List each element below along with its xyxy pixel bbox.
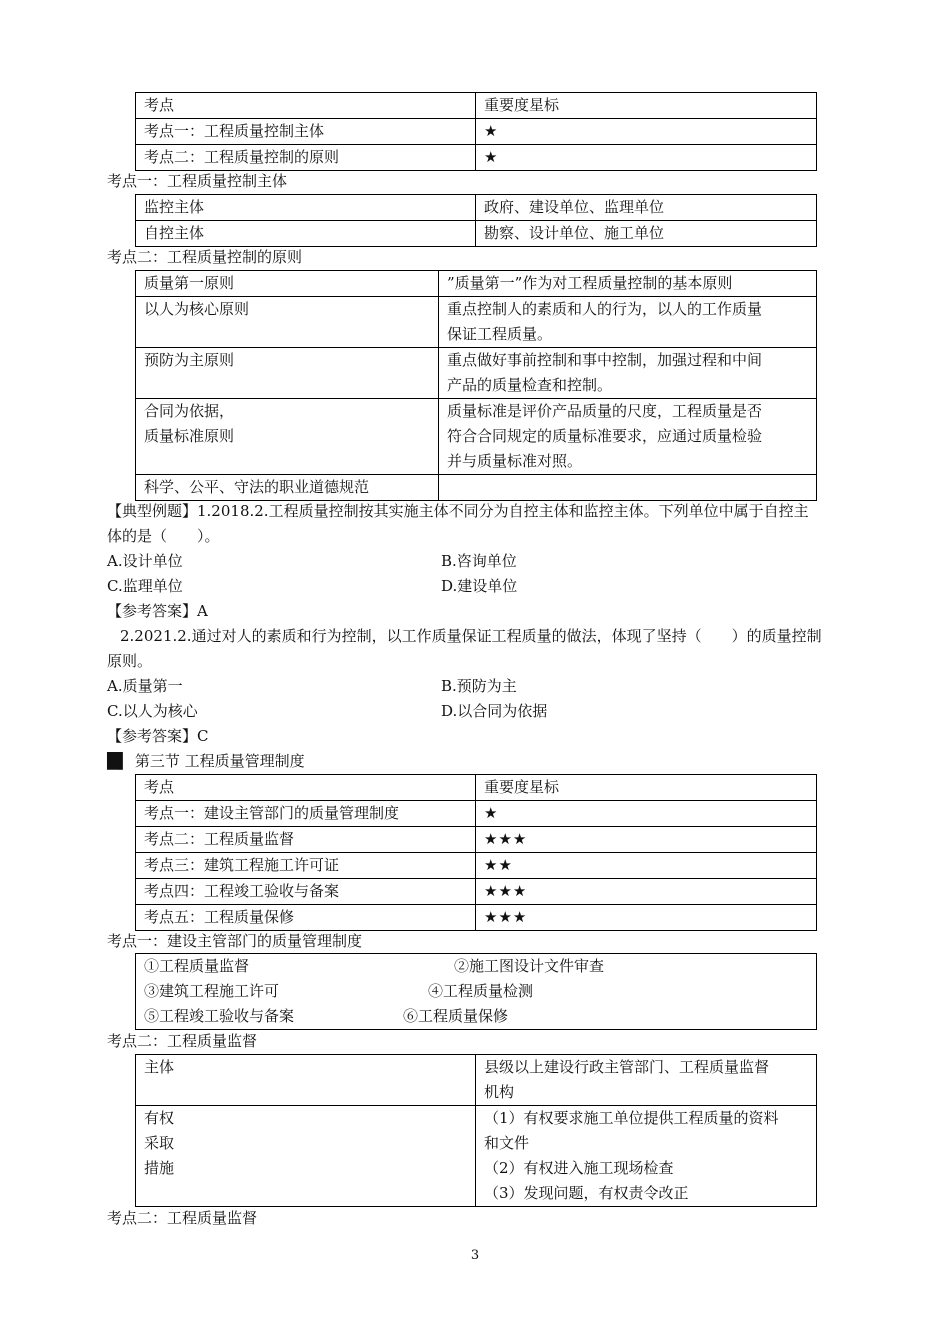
cell-line: 符合合同规定的质量标准要求，应通过质量检验 xyxy=(447,427,763,445)
cell-line: 县级以上建设行政主管部门、工程质量监督 xyxy=(484,1058,770,1076)
table-row xyxy=(136,801,817,827)
cell-line: （2）有权进入施工现场检查 xyxy=(484,1159,674,1177)
question-stem: 体的是（ ）。 xyxy=(107,527,220,545)
option-b: B.咨询单位 xyxy=(441,552,517,570)
table-row xyxy=(136,119,817,145)
cell-line: （3）发现问题，有权责令改正 xyxy=(484,1184,689,1202)
cell-line: 质量标准原则 xyxy=(144,427,235,445)
list-item: ⑤工程竣工验收与备案 xyxy=(144,1007,295,1025)
option-c: C.以人为核心 xyxy=(107,702,198,720)
table-cell: 质量第一原则 xyxy=(136,271,439,297)
table-row xyxy=(136,879,817,905)
list-item: ⑥工程质量保修 xyxy=(403,1007,509,1025)
cell-line: 重点做好事前控制和事中控制，加强过程和中间 xyxy=(447,351,763,369)
table-cell: 考点二：工程质量控制的原则 xyxy=(136,145,476,171)
cell-line: 采取 xyxy=(144,1134,175,1152)
table-row xyxy=(136,1055,817,1106)
table-cell: 预防为主原则 xyxy=(136,348,439,399)
star-rating: ★ xyxy=(476,145,817,171)
option-c: C.监理单位 xyxy=(107,577,183,595)
section-heading: 考点二：工程质量控制的原则 xyxy=(107,248,303,266)
option-a: A.质量第一 xyxy=(107,677,183,695)
cell-line: 和文件 xyxy=(484,1134,530,1152)
section-heading: 考点一：建设主管部门的质量管理制度 xyxy=(107,932,363,950)
table-cell xyxy=(136,399,439,475)
quality-supervision-table xyxy=(135,1054,817,1207)
table-cell xyxy=(439,348,817,399)
table-row xyxy=(136,1106,817,1207)
star-rating: ★ xyxy=(476,119,817,145)
table-row xyxy=(136,271,817,297)
list-item: ④工程质量检测 xyxy=(428,982,534,1000)
list-item: ②施工图设计文件审查 xyxy=(454,957,605,975)
star-rating: ★★★ xyxy=(476,879,817,905)
table-row xyxy=(136,145,817,171)
cell-line: 机构 xyxy=(484,1083,515,1101)
table-header-cell: 重要度星标 xyxy=(476,775,817,801)
control-subject-table xyxy=(135,194,817,247)
table-cell: 科学、公平、守法的职业道德规范 xyxy=(136,475,439,501)
table-cell: 考点三：建筑工程施工许可证 xyxy=(136,853,476,879)
table-cell: 考点五：工程质量保修 xyxy=(136,905,476,931)
table-cell: 以人为核心原则 xyxy=(136,297,439,348)
option-d: D.以合同为依据 xyxy=(441,702,548,720)
cell-line: 并与质量标准对照。 xyxy=(447,452,583,470)
table-cell: 考点四：工程竣工验收与备案 xyxy=(136,879,476,905)
table-cell xyxy=(476,1055,817,1106)
cell-line: 重点控制人的素质和人的行为，以人的工作质量 xyxy=(447,300,763,318)
table-header-cell: 重要度星标 xyxy=(476,93,817,119)
section-title-text: 第三节 工程质量管理制度 xyxy=(134,752,305,770)
option-d: D.建设单位 xyxy=(441,577,518,595)
table-row xyxy=(136,348,817,399)
control-principles-table xyxy=(135,270,817,501)
cell-line: 质量标准是评价产品质量的尺度，工程质量是否 xyxy=(447,402,763,420)
table-cell: 政府、建设单位、监理单位 xyxy=(476,195,817,221)
table-cell: 自控主体 xyxy=(136,221,476,247)
cell-line: 产品的质量检查和控制。 xyxy=(447,376,613,394)
table-row xyxy=(136,399,817,475)
table-cell xyxy=(136,1106,476,1207)
cell-line: 有权 xyxy=(144,1109,175,1127)
table-cell: 考点二：工程质量监督 xyxy=(136,827,476,853)
importance-table-2 xyxy=(135,774,817,931)
cell-line: 合同为依据， xyxy=(144,402,235,420)
question-stem: 2.2021.2.通过对人的素质和行为控制，以工作质量保证工程质量的做法，体现了坚持（ ）的质量控制 xyxy=(120,627,822,645)
table-cell: ”质量第一”作为对工程质量控制的基本原则 xyxy=(439,271,817,297)
page-number: 3 xyxy=(470,1248,480,1263)
table-row xyxy=(136,297,817,348)
table-cell: 考点一：工程质量控制主体 xyxy=(136,119,476,145)
table-cell xyxy=(439,297,817,348)
table-cell: 监控主体 xyxy=(136,195,476,221)
table-row xyxy=(136,221,817,247)
table-cell: 考点一：建设主管部门的质量管理制度 xyxy=(136,801,476,827)
star-rating: ★ xyxy=(476,801,817,827)
option-a: A.设计单位 xyxy=(107,552,183,570)
table-header-cell: 考点 xyxy=(136,93,476,119)
cell-line: 措施 xyxy=(144,1159,175,1177)
list-item: ①工程质量监督 xyxy=(144,957,250,975)
table-row xyxy=(136,853,817,879)
table-cell: 勘察、设计单位、施工单位 xyxy=(476,221,817,247)
section-marker-icon: █▍ xyxy=(107,752,131,770)
answer: 【参考答案】C xyxy=(107,727,209,745)
star-rating: ★★★ xyxy=(476,827,817,853)
table-header-cell: 考点 xyxy=(136,775,476,801)
section-heading: 考点二：工程质量监督 xyxy=(107,1209,258,1227)
star-rating: ★★★ xyxy=(476,905,817,931)
table-row xyxy=(136,195,817,221)
management-system-box xyxy=(135,953,817,1030)
star-rating: ★★ xyxy=(476,853,817,879)
list-item: ③建筑工程施工许可 xyxy=(144,982,280,1000)
question-stem: 【典型例题】1.2018.2.工程质量控制按其实施主体不同分为自控主体和监控主体。下列单位中属于自控主 xyxy=(107,502,809,520)
table-cell xyxy=(439,475,817,501)
table-row xyxy=(136,475,817,501)
question-stem: 原则。 xyxy=(107,652,153,670)
section-heading: 考点二：工程质量监督 xyxy=(107,1032,258,1050)
table-row xyxy=(136,93,817,119)
cell-line: （1）有权要求施工单位提供工程质量的资料 xyxy=(484,1109,779,1127)
cell-line: 保证工程质量。 xyxy=(447,325,553,343)
table-cell xyxy=(476,1106,817,1207)
table-cell xyxy=(439,399,817,475)
answer: 【参考答案】A xyxy=(107,602,208,620)
importance-table-1 xyxy=(135,92,817,171)
table-cell: 主体 xyxy=(136,1055,476,1106)
table-row xyxy=(136,905,817,931)
option-b: B.预防为主 xyxy=(441,677,517,695)
table-row xyxy=(136,775,817,801)
table-row xyxy=(136,827,817,853)
section-heading: 考点一：工程质量控制主体 xyxy=(107,172,288,190)
section-title xyxy=(107,749,305,774)
